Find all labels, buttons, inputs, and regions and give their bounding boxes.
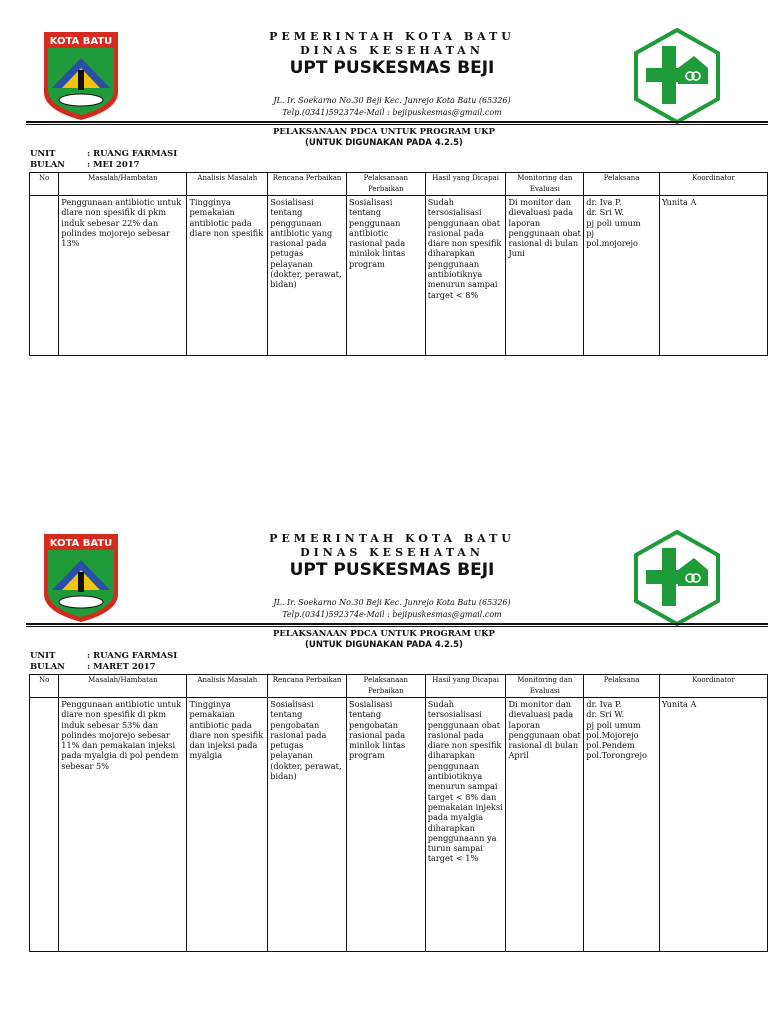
bulan-value: : MEI 2017 — [87, 160, 140, 170]
unit-value: : RUANG FARMASI — [87, 651, 178, 661]
table-row — [30, 698, 768, 952]
col-header: Hasil yang Dicapai — [425, 675, 506, 698]
cell-monitoring: Di monitor dan dievaluasi pada laporan penggunaan obat rasional di bulan April — [506, 698, 584, 952]
cell-no — [30, 196, 59, 356]
cell-pelaksanaan: Sosialisasi tentang penggunaan antibiotic rasional pada minilok lintas program — [346, 196, 425, 356]
bulan-label: BULAN — [30, 160, 65, 170]
cell-pelaksana: dr. Iva P. dr. Sri W. pj poli umum pol.Mojorejo pol.Pendem pol.Torongrejo — [584, 698, 660, 952]
header-rule — [26, 121, 768, 123]
cell-analisis: Tingginya pemakaian antibiotic pada diare non spesifik — [187, 196, 268, 356]
cell-rencana: Sosialisasi tentang penggunaan antibiotic yang rasional pada petugas pelayanan (dokter, perawat, bidan) — [268, 196, 347, 356]
address-line: JL. Ir. Soekarno No.30 Beji Kec. Junrejo Kota Batu (65326) — [273, 96, 511, 105]
header-rule-thin — [26, 124, 768, 125]
cell-pelaksanaan: Sosialisasi tentang pengobatan rasional pada minilok lintas program — [346, 698, 425, 952]
report-title: PELAKSANAAN PDCA UNTUK PROGRAM UKP — [273, 127, 495, 137]
table-row — [30, 196, 768, 356]
col-header: Hasil yang Dicapai — [425, 173, 506, 196]
cell-koordinator: Yunita A — [659, 698, 767, 952]
col-header: Rencana Perbaikan — [268, 173, 347, 196]
bulan-line — [30, 662, 156, 672]
gov-line-2: DINAS KESEHATAN — [300, 546, 484, 559]
table-header-row — [30, 173, 768, 196]
address-line: JL. Ir. Soekarno No.30 Beji Kec. Junrejo Kota Batu (65326) — [273, 598, 511, 607]
upt-title: UPT PUSKESMAS BEJI — [289, 58, 495, 78]
puskesmas-logo-icon — [634, 28, 720, 124]
contact-line: Telp.(0341)592374e-Mail : bejipuskesmas@gmail.com — [282, 108, 502, 117]
col-header: Pelaksanaan Perbaikan — [346, 675, 425, 698]
cell-hasil: Sudah tersosialisasi penggunaan obat rasional pada diare non spesifik diharapkan penggunaan antibiotiknya menurun sampai target < 8% — [425, 196, 506, 356]
col-header: Analisis Masalah — [187, 173, 268, 196]
gov-line-1: PEMERINTAH KOTA BATU — [269, 30, 515, 43]
bulan-label: BULAN — [30, 662, 65, 672]
col-header: No — [30, 173, 59, 196]
col-header: Pelaksana — [584, 675, 660, 698]
pdca-table — [29, 674, 768, 952]
col-header: Masalah/Hambatan — [59, 173, 187, 196]
report-title: PELAKSANAAN PDCA UNTUK PROGRAM UKP — [273, 629, 495, 639]
unit-line — [30, 651, 177, 661]
cell-masalah: Penggunaan antibiotic untuk diare non spesifik di pkm induk sebesar 22% dan polindes mojorejo sebesar 13% — [59, 196, 187, 356]
col-header: Pelaksanaan Perbaikan — [346, 173, 425, 196]
upt-title: UPT PUSKESMAS BEJI — [289, 560, 495, 580]
col-header: Rencana Perbaikan — [268, 675, 347, 698]
col-header: Analisis Masalah — [187, 675, 268, 698]
header-rule — [26, 623, 768, 625]
report-subtitle: (UNTUK DIGUNAKAN PADA 4.2.5) — [305, 138, 463, 148]
col-header: Pelaksana — [584, 173, 660, 196]
col-header: Masalah/Hambatan — [59, 675, 187, 698]
pdca-table — [29, 172, 768, 356]
unit-value: : RUANG FARMASI — [87, 149, 178, 159]
puskesmas-logo-icon — [634, 530, 720, 626]
header-rule-thin — [26, 626, 768, 627]
crest-text: KOTA BATU — [49, 36, 113, 47]
unit-line — [30, 149, 177, 159]
contact-line: Telp.(0341)592374e-Mail : bejipuskesmas@gmail.com — [282, 610, 502, 619]
table-header-row — [30, 675, 768, 698]
bulan-line — [30, 160, 140, 170]
col-header: Monitoring dan Evaluasi — [506, 675, 584, 698]
cell-koordinator: Yunita A — [659, 196, 767, 356]
bulan-value: : MARET 2017 — [87, 662, 156, 672]
cell-pelaksana: dr. Iva P. dr. Sri W. pj poli umum pj pol.mojorejo — [584, 196, 660, 356]
unit-label: UNIT — [30, 651, 56, 661]
report-subtitle: (UNTUK DIGUNAKAN PADA 4.2.5) — [305, 640, 463, 650]
cell-rencana: Sosialisasi tentang pengobatan rasional pada petugas pelayanan (dokter, perawat, bidan) — [268, 698, 347, 952]
cell-masalah: Penggunaan antibiotic untuk diare non spesifik di pkm induk sebesar 53% dan polindes mojorejo sebesar 11% dan pemakaian injeksi pada myalgia di pol pendem sebesar 5% — [59, 698, 187, 952]
col-header: Monitoring dan Evaluasi — [506, 173, 584, 196]
col-header: Koordinator — [659, 173, 767, 196]
gov-line-2: DINAS KESEHATAN — [300, 44, 484, 57]
cell-analisis: Tingginya pemakaian antibiotic pada diare non spesifik dan injeksi pada myalgia — [187, 698, 268, 952]
cell-no — [30, 698, 59, 952]
cell-hasil: Sudah tersosialisasi penggunaan obat rasional pada diare non spesifik diharapkan penggunaan antibiotiknya menurun sampai target < 8% dan pemakaian injeksi pada myalgia diharapkan penggunaann ya turun sampai target < 1% — [425, 698, 506, 952]
unit-label: UNIT — [30, 149, 56, 159]
gov-line-1: PEMERINTAH KOTA BATU — [269, 532, 515, 545]
crest-text: KOTA BATU — [49, 538, 113, 549]
cell-monitoring: Di monitor dan dievaluasi pada laporan penggunaan obat rasional di bulan Juni — [506, 196, 584, 356]
col-header: Koordinator — [659, 675, 767, 698]
col-header: No — [30, 675, 59, 698]
